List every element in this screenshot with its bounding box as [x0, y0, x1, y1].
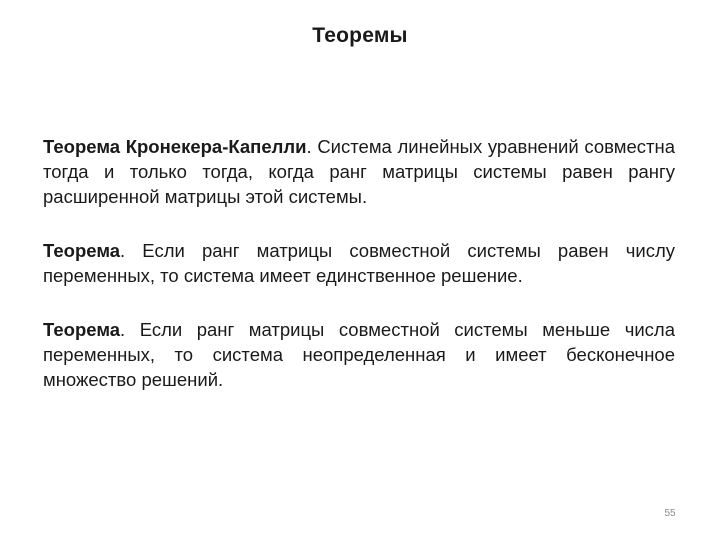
theorem-kronecker-capelli — [43, 134, 675, 209]
page-number: 55 — [664, 508, 676, 519]
slide-title: Теоремы — [312, 24, 408, 47]
theorem-text: . Если ранг матрицы совместной системы меньше числа переменных, то система неопределенная и имеет бесконечное множество решений. — [43, 319, 675, 390]
theorem-unique-solution — [43, 238, 675, 288]
theorem-text: . Система линейных уравнений совместна тогда и только тогда, когда ранг матрицы системы равен рангу расширенной матрицы этой системы. — [43, 136, 675, 207]
theorem-text: . Если ранг матрицы совместной системы равен числу переменных, то система имеет единственное решение. — [43, 240, 675, 286]
theorem-list — [43, 134, 675, 421]
theorem-name: Теорема — [43, 240, 121, 261]
theorem-name: Теорема Кронекера-Капелли — [43, 136, 307, 157]
theorem-name: Теорема — [43, 319, 121, 340]
theorem-infinite-solutions — [43, 317, 675, 392]
